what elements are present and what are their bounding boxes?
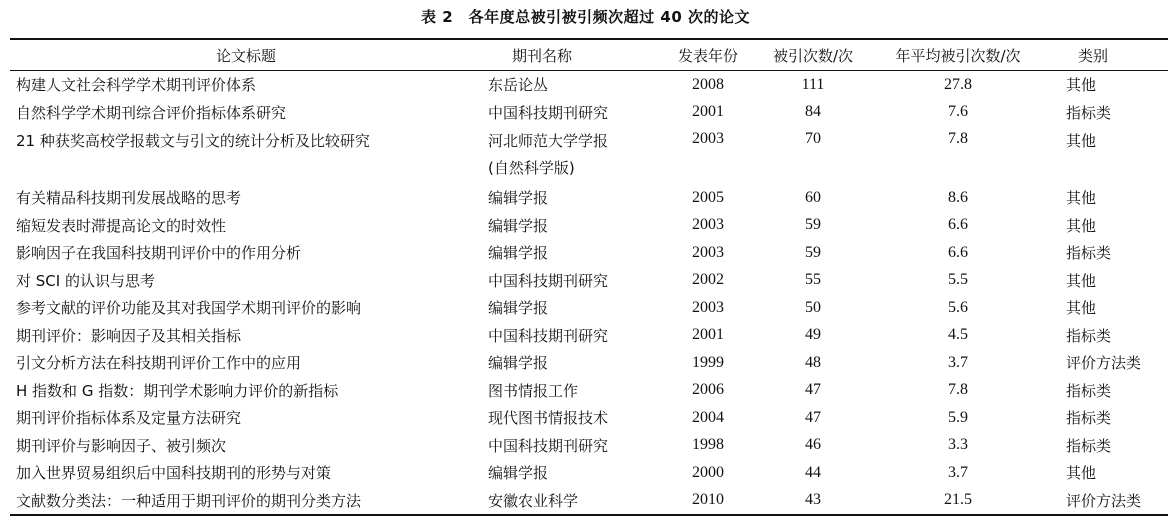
- category-cell: 其他: [1066, 464, 1097, 483]
- category-cell: 其他: [1066, 189, 1097, 208]
- journal-cell: 编辑学报: [488, 354, 549, 373]
- cites-cell: 47: [805, 408, 821, 426]
- header-category: 类别: [1078, 46, 1109, 65]
- journal-cell: 编辑学报: [488, 189, 549, 208]
- journal-cell: 编辑学报: [488, 299, 549, 318]
- table-row: [10, 377, 1168, 405]
- paper-title-cell: 期刊评价指标体系及定量方法研究: [16, 409, 242, 428]
- journal-line-2: (自然科学版): [488, 159, 575, 177]
- table-row: [10, 126, 1168, 184]
- cites-cell: 49: [805, 326, 821, 344]
- paper-title-cell: 加入世界贸易组织后中国科技期刊的形势与对策: [16, 464, 332, 483]
- cites-cell: 48: [805, 353, 821, 371]
- journal-cell: 中国科技期刊研究: [488, 326, 609, 345]
- journal-cell: 编辑学报: [488, 244, 549, 263]
- header-title: 论文标题: [215, 46, 276, 65]
- cites-cell: 50: [805, 298, 821, 316]
- cites-cell: 60: [805, 188, 821, 206]
- year-cell: 2001: [692, 103, 724, 121]
- avg-cites-cell: 3.3: [948, 436, 968, 454]
- category-cell: 指标类: [1066, 326, 1112, 345]
- paper-title-cell: 期刊评价：影响因子及其相关指标: [16, 326, 242, 345]
- avg-cites-cell: 6.6: [948, 243, 968, 261]
- year-cell: 2005: [692, 188, 724, 206]
- avg-cites-cell: 7.8: [948, 130, 968, 147]
- cites-cell: 46: [805, 436, 821, 454]
- journal-cell: 编辑学报: [488, 216, 549, 235]
- cites-cell: 44: [805, 463, 821, 481]
- journal-cell: 编辑学报: [488, 464, 549, 483]
- paper-title-cell: 21 种获奖高校学报载文与引文的统计分析及比较研究: [16, 132, 370, 150]
- category-cell: 指标类: [1066, 244, 1112, 263]
- table-row: [10, 459, 1168, 487]
- cites-cell: 84: [805, 103, 821, 121]
- paper-title-cell: 缩短发表时滞提高论文的时效性: [16, 216, 227, 235]
- year-cell: 2008: [692, 75, 724, 93]
- table-row: [10, 432, 1168, 460]
- journal-cell: 安徽农业科学: [488, 491, 579, 510]
- paper-title-cell: 文献数分类法：一种适用于期刊评价的期刊分类方法: [16, 491, 362, 510]
- journal-cell: 中国科技期刊研究: [488, 103, 609, 122]
- avg-cites-cell: 8.6: [948, 188, 968, 206]
- paper-title-cell: 构建人文社会科学学术期刊评价体系: [16, 76, 257, 95]
- journal-cell: 图书情报工作: [488, 381, 579, 400]
- header-avg-cites: 年平均被引次数/次: [895, 46, 1021, 65]
- table-row: [10, 239, 1168, 267]
- avg-cites-cell: 5.6: [948, 298, 968, 316]
- paper-title-cell: 有关精品科技期刊发展战略的思考: [16, 189, 242, 208]
- year-cell: 1998: [692, 436, 724, 454]
- table-row: [10, 99, 1168, 127]
- paper-title-cell: 引文分析方法在科技期刊评价工作中的应用: [16, 354, 302, 373]
- cites-cell: 111: [801, 75, 825, 93]
- table-row: [10, 349, 1168, 377]
- table-row: [10, 184, 1168, 212]
- header-cites: 被引次数/次: [772, 46, 854, 65]
- avg-cites-cell: 27.8: [944, 75, 972, 93]
- year-cell: 2001: [692, 326, 724, 344]
- table-row: [10, 294, 1168, 322]
- header-year: 发表年份: [677, 46, 738, 65]
- paper-title-cell: 期刊评价与影响因子、被引频次: [16, 436, 227, 455]
- year-cell: 2003: [692, 130, 724, 147]
- category-cell: 指标类: [1066, 409, 1112, 428]
- avg-cites-cell: 7.8: [948, 381, 968, 399]
- table-row: [10, 267, 1168, 295]
- category-cell: 其他: [1066, 132, 1097, 150]
- cites-cell: 59: [805, 216, 821, 234]
- journal-cell: 中国科技期刊研究: [488, 271, 609, 290]
- year-cell: 2010: [692, 491, 724, 509]
- year-cell: 2003: [692, 216, 724, 234]
- header-journal: 期刊名称: [512, 46, 573, 65]
- cites-cell: 43: [805, 491, 821, 509]
- journal-cell: 东岳论丛: [488, 76, 549, 95]
- year-cell: 2000: [692, 463, 724, 481]
- year-cell: 2004: [692, 408, 724, 426]
- table-row: [10, 404, 1168, 432]
- cites-cell: 59: [805, 243, 821, 261]
- paper-title-cell: H 指数和 G 指数：期刊学术影响力评价的新指标: [16, 381, 339, 400]
- avg-cites-cell: 7.6: [948, 103, 968, 121]
- category-cell: 评价方法类: [1066, 354, 1142, 373]
- cites-cell: 70: [805, 130, 821, 147]
- avg-cites-cell: 5.9: [948, 408, 968, 426]
- table-row: [10, 487, 1168, 516]
- category-cell: 其他: [1066, 271, 1097, 290]
- category-cell: 其他: [1066, 299, 1097, 318]
- cites-cell: 55: [805, 271, 821, 289]
- year-cell: 2002: [692, 271, 724, 289]
- avg-cites-cell: 3.7: [948, 463, 968, 481]
- journal-cell: 中国科技期刊研究: [488, 436, 609, 455]
- year-cell: 2003: [692, 298, 724, 316]
- category-cell: 评价方法类: [1066, 491, 1142, 510]
- category-cell: 指标类: [1066, 103, 1112, 122]
- category-cell: 指标类: [1066, 381, 1112, 400]
- journal-cell: 现代图书情报技术: [488, 409, 609, 428]
- category-cell: 其他: [1066, 76, 1097, 95]
- year-cell: 2006: [692, 381, 724, 399]
- paper-title-cell: 影响因子在我国科技期刊评价中的作用分析: [16, 244, 302, 263]
- journal-cell: [482, 126, 658, 184]
- journal-line-1: 河北师范大学学报: [488, 132, 609, 150]
- avg-cites-cell: 4.5: [948, 326, 968, 344]
- table-header: [10, 39, 1168, 71]
- avg-cites-cell: 6.6: [948, 216, 968, 234]
- year-cell: 2003: [692, 243, 724, 261]
- papers-table: [10, 38, 1168, 516]
- avg-cites-cell: 3.7: [948, 353, 968, 371]
- avg-cites-cell: 5.5: [948, 271, 968, 289]
- table-body: [10, 71, 1168, 516]
- paper-title-cell: 自然科学学术期刊综合评价指标体系研究: [16, 103, 287, 122]
- paper-title-cell: 对 SCI 的认识与思考: [16, 271, 155, 290]
- paper-title-cell: 参考文献的评价功能及其对我国学术期刊评价的影响: [16, 299, 362, 318]
- avg-cites-cell: 21.5: [944, 491, 972, 509]
- category-cell: 指标类: [1066, 436, 1112, 455]
- year-cell: 1999: [692, 353, 724, 371]
- table-row: [10, 322, 1168, 350]
- table-caption: 表 2 各年度总被引被引频次超过 40 次的论文: [421, 8, 750, 26]
- header-row: [10, 39, 1168, 71]
- table-row: [10, 212, 1168, 240]
- category-cell: 其他: [1066, 216, 1097, 235]
- table-row: [10, 71, 1168, 99]
- cites-cell: 47: [805, 381, 821, 399]
